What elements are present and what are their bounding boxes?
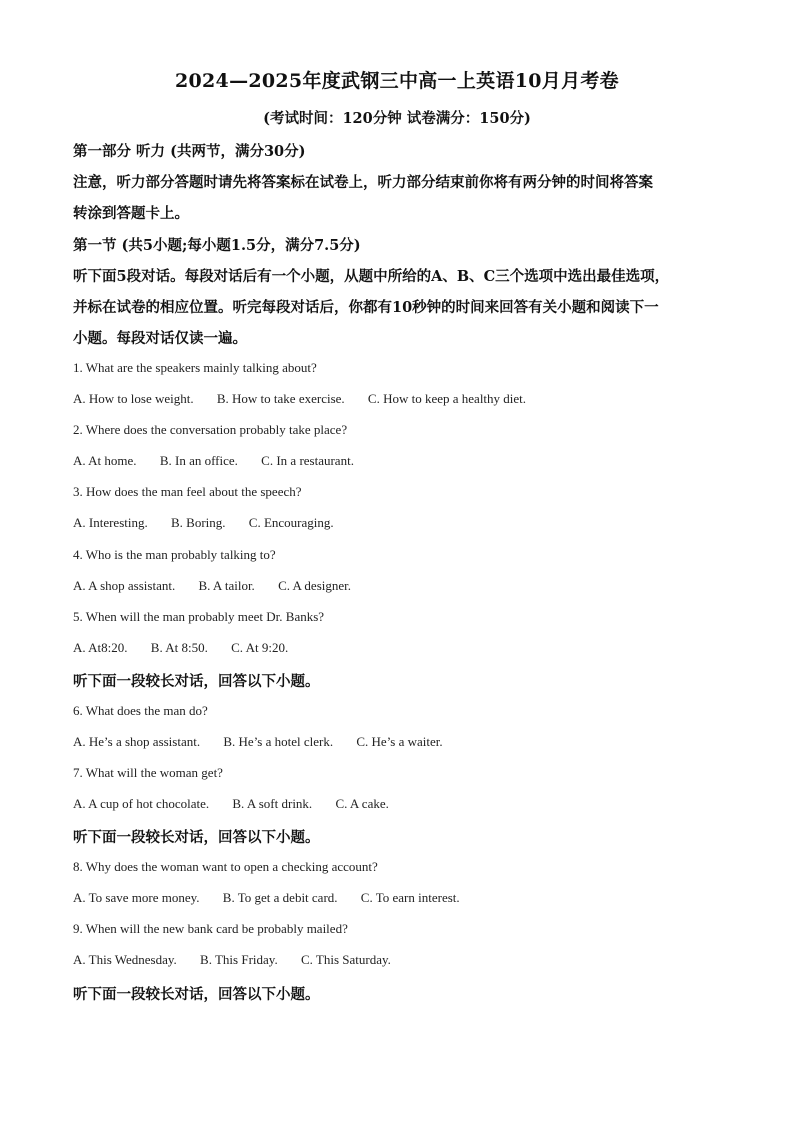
exam-title: 2024—2025年度武钢三中高一上英语10月月考卷 (174, 70, 619, 92)
option-b: B. A soft drink. (232, 796, 313, 811)
question-9: 9. When will the new bank card be probably mailed? (73, 921, 348, 936)
option-b: B. To get a debit card. (222, 890, 338, 905)
option-b: B. This Friday. (200, 952, 278, 967)
long-dialogue-instruction-1: 听下面一段较长对话，回答以下小题。 (73, 673, 320, 690)
option-a: A. Interesting. (73, 515, 148, 530)
option-c: C. At 9:20. (231, 640, 289, 655)
options-5 (73, 640, 733, 656)
instruction-line-3: 小题。每段对话仅读一遍。 (73, 330, 247, 347)
option-a: A. A shop assistant. (73, 578, 176, 593)
option-c: C. He’s a waiter. (356, 734, 443, 749)
option-c: C. A designer. (278, 578, 352, 593)
option-a: A. How to lose weight. (73, 391, 194, 406)
option-c: C. In a restaurant. (261, 453, 354, 468)
option-c: C. This Saturday. (300, 952, 391, 967)
option-b: B. How to take exercise. (216, 391, 345, 406)
options-3 (73, 515, 733, 531)
notice-line-1: 注意，听力部分答题时请先将答案标在试卷上，听力部分结束前你将有两分钟的时间将答案 (73, 174, 653, 191)
instruction-line-2: 并标在试卷的相应位置。听完每段对话后，你都有10秒钟的时间来回答有关小题和阅读下一 (73, 299, 659, 316)
long-dialogue-instruction-3: 听下面一段较长对话，回答以下小题。 (73, 986, 320, 1003)
options-4 (73, 578, 733, 594)
option-c: C. A cake. (335, 796, 389, 811)
option-c: C. Encouraging. (248, 515, 334, 530)
option-c: C. How to keep a healthy diet. (367, 391, 527, 406)
option-a: A. He’s a shop assistant. (73, 734, 201, 749)
question-7: 7. What will the woman get? (73, 765, 223, 780)
options-7 (73, 796, 733, 812)
notice-line-2: 转涂到答题卡上。 (73, 205, 189, 222)
options-9 (73, 952, 733, 968)
options-1 (73, 391, 733, 407)
option-b: B. In an office. (159, 453, 238, 468)
part1-heading: 第一部分 听力 (共两节，满分30分) (73, 143, 306, 160)
option-a: A. A cup of hot chocolate. (73, 796, 210, 811)
option-a: A. At home. (73, 453, 137, 468)
option-b: B. Boring. (170, 515, 226, 530)
section1-heading: 第一节 (共5小题;每小题1.5分，满分7.5分) (73, 237, 361, 254)
option-a: A. To save more money. (73, 890, 200, 905)
question-8: 8. Why does the woman want to open a checking account? (73, 859, 378, 874)
question-2: 2. Where does the conversation probably take place? (73, 422, 348, 437)
option-a: A. At8:20. (73, 640, 128, 655)
long-dialogue-instruction-2: 听下面一段较长对话，回答以下小题。 (73, 829, 320, 846)
question-5: 5. When will the man probably meet Dr. Banks? (73, 609, 325, 624)
option-a: A. This Wednesday. (73, 952, 177, 967)
option-b: B. At 8:50. (150, 640, 208, 655)
option-b: B. A tailor. (198, 578, 255, 593)
question-4: 4. Who is the man probably talking to? (73, 547, 276, 562)
options-6 (73, 734, 733, 750)
option-c: C. To earn interest. (360, 890, 460, 905)
question-6: 6. What does the man do? (73, 703, 208, 718)
question-1: 1. What are the speakers mainly talking about? (73, 360, 317, 375)
option-b: B. He’s a hotel clerk. (223, 734, 334, 749)
exam-subtitle: (考试时间：120分钟 试卷满分：150分) (263, 110, 531, 127)
options-8 (73, 890, 733, 906)
question-3: 3. How does the man feel about the speech? (73, 484, 302, 499)
options-2 (73, 453, 733, 469)
instruction-line-1: 听下面5段对话。每段对话后有一个小题，从题中所给的A、B、C三个选项中选出最佳选项， (73, 268, 670, 285)
